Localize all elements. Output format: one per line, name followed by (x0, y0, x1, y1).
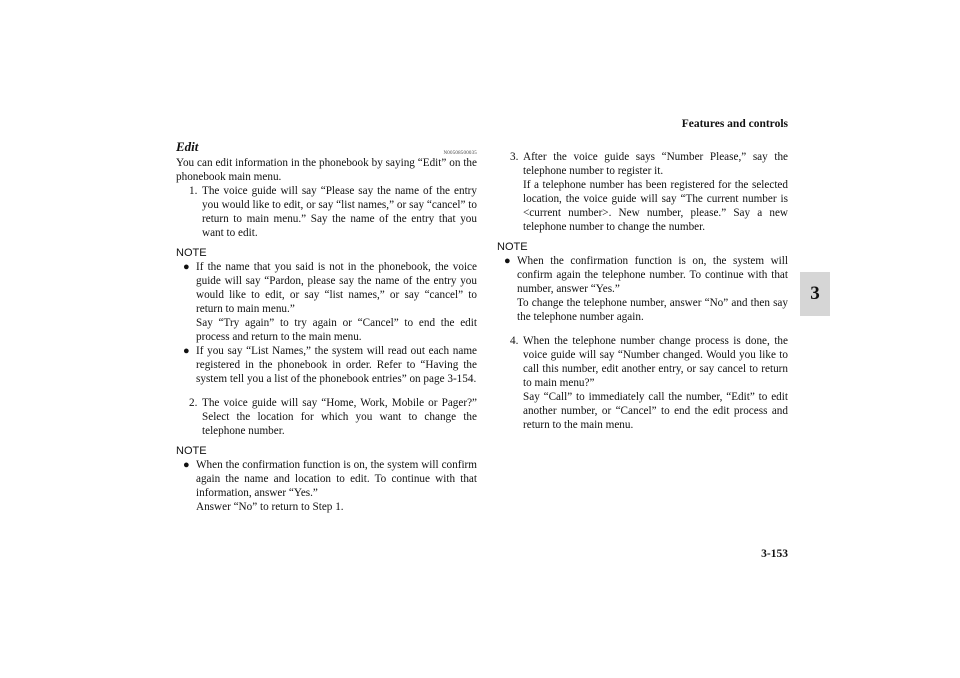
step-number: 4. (510, 335, 519, 347)
bullet-icon: ● (183, 459, 190, 471)
step-text: The voice guide will say “Please say the name of the entry you would like to edit, or say “list names,” or say “cancel” to return to main menu.” Say the name of the entry that you want to edit. (202, 185, 477, 239)
page-number: 3-153 (761, 548, 788, 560)
note-bullet (183, 458, 477, 514)
step-text: The voice guide will say “Home, Work, Mobile or Pager?” Select the location for which you want to change the telephone number. (202, 397, 477, 437)
note-bullet (183, 344, 477, 386)
section-heading (176, 140, 477, 156)
section-title: Edit (176, 139, 199, 154)
chapter-tab: 3 (800, 272, 830, 316)
note-bullet (183, 260, 477, 344)
step-text: After the voice guide says “Number Please,” say the telephone number to register it. (523, 151, 788, 177)
right-column (497, 150, 788, 432)
note-label: NOTE (497, 241, 528, 253)
note-bullet (504, 254, 788, 324)
bullet-text: When the confirmation function is on, the system will confirm again the telephone number. To continue with that number, answer “Yes.” (517, 255, 788, 295)
bullet-icon: ● (183, 261, 190, 273)
step-3 (510, 150, 788, 234)
step-4 (510, 334, 788, 432)
bullet-icon: ● (504, 255, 511, 267)
bullet-continuation: Say “Try again” to try again or “Cancel” to end the edit process and return to the main menu. (196, 317, 477, 343)
bullet-continuation: Answer “No” to return to Step 1. (196, 501, 344, 513)
step-2 (189, 396, 477, 438)
left-column (176, 140, 477, 514)
step-continuation: Say “Call” to immediately call the number, “Edit” to edit another number, or “Cancel” to end the edit process and return to the main menu. (523, 391, 788, 431)
bullet-text: If you say “List Names,” the system will read out each name registered in the phonebook in order. Refer to “Having the system tell you a list of the phonebook entries” on page 3-154. (196, 345, 477, 385)
bullet-text: When the confirmation function is on, the system will confirm again the name and location to edit. To continue with that information, answer “Yes.” (196, 459, 477, 499)
section-code: N00508500035 (443, 151, 477, 156)
bullet-icon: ● (183, 345, 190, 357)
note-1 (176, 247, 477, 386)
intro-paragraph: You can edit information in the phonebook by saying “Edit” on the phonebook main menu. (176, 157, 477, 183)
note-3 (497, 241, 788, 324)
step-text: When the telephone number change process is done, the voice guide will say “Number changed. Would you like to call this number, edit another entry, or say cancel to return to main menu?” (523, 335, 788, 389)
step-number: 2. (189, 397, 198, 409)
bullet-text: If the name that you said is not in the phonebook, the voice guide will say “Pardon, please say the name of the entry you would like to edit, or say “list names,” or say “cancel” to return to main menu.” (196, 261, 477, 315)
step-number: 3. (510, 151, 519, 163)
note-label: NOTE (176, 445, 207, 457)
step-number: 1. (189, 185, 198, 197)
bullet-continuation: To change the telephone number, answer “No” and then say the telephone number again. (517, 297, 788, 323)
page-header-title: Features and controls (681, 118, 788, 130)
step-continuation: If a telephone number has been registered for the selected location, the voice guide will say “The current number is <current number>. New number, please.” Say a new telephone number to change the number. (523, 179, 788, 233)
note-2 (176, 445, 477, 514)
note-label: NOTE (176, 247, 207, 259)
step-1 (189, 184, 477, 240)
